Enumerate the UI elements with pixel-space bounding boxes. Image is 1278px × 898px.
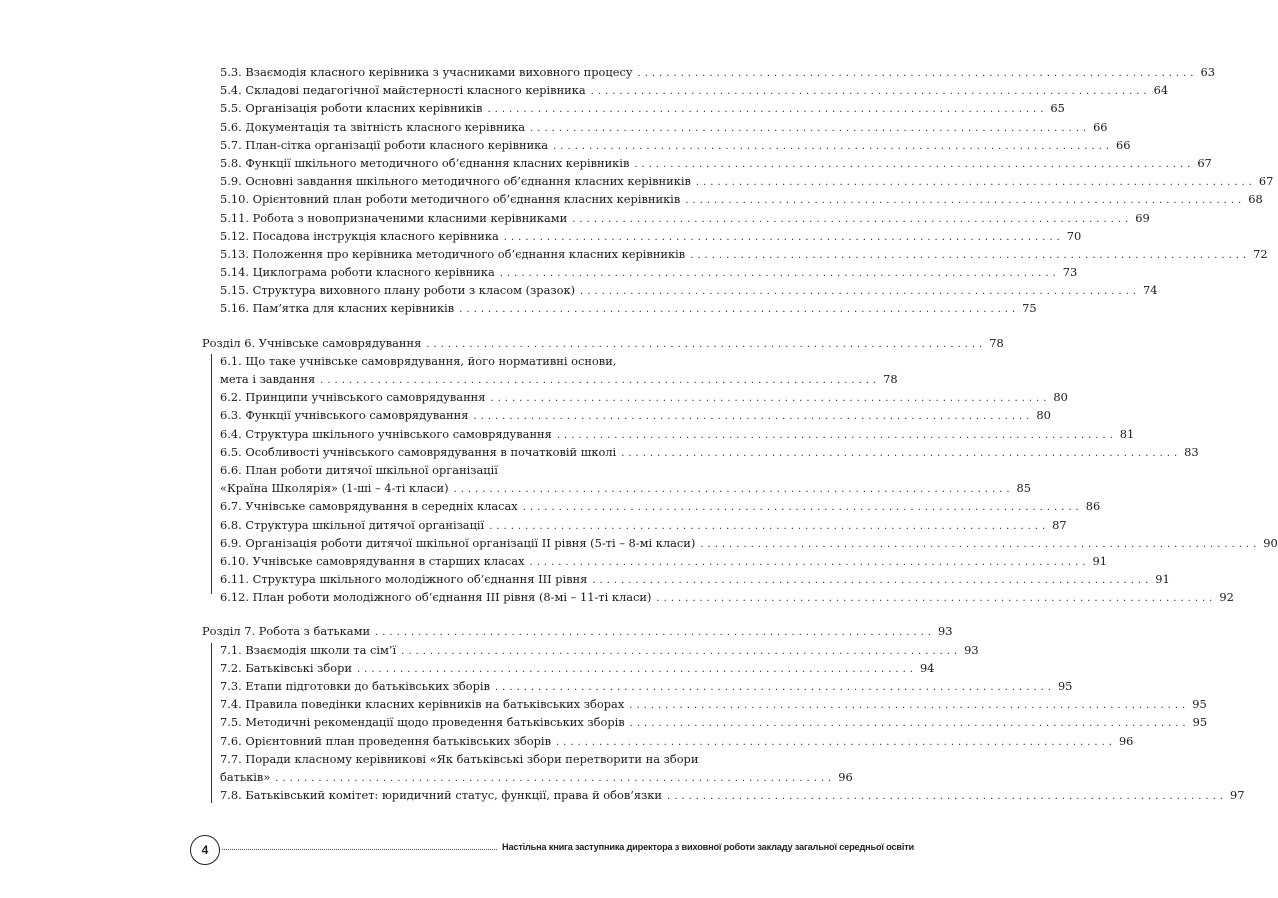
leader-dots: .............................................................................. (637, 68, 1198, 79)
toc-entry[interactable] (0, 588, 1234, 606)
leader-dots: .............................................................................. (553, 140, 1114, 152)
toc-entry[interactable] (0, 677, 1073, 695)
toc-entry-page: 83 (1184, 444, 1199, 459)
toc-entry-page: 92 (1219, 590, 1234, 605)
toc-entry-label: 7.5. Методичні рекомендації щодо проведення батьківських зборів (220, 715, 625, 730)
toc-entry[interactable] (0, 552, 1107, 570)
toc-entry[interactable] (0, 245, 1268, 263)
leader-dots: .............................................................................. (529, 556, 1090, 568)
toc-entry[interactable] (0, 443, 1199, 461)
leader-dots: .............................................................................. (494, 682, 1055, 694)
toc-entry[interactable] (0, 209, 1150, 227)
toc-entry[interactable] (0, 534, 1278, 552)
toc-entry-label: 6.5. Особливості учнівського самоврядування в початковій школі (220, 444, 617, 459)
leader-dots: .............................................................................. (555, 736, 1116, 748)
toc-entry-label: 5.7. План-сітка організації роботи класного керівника (220, 137, 549, 152)
table-of-contents (0, 63, 1278, 804)
leader-dots: .............................................................................. (690, 249, 1251, 261)
toc-entry[interactable] (0, 461, 1032, 497)
page-footer (190, 835, 915, 867)
leader-dots: .............................................................................. (487, 104, 1048, 116)
leader-dots: .............................................................................. (592, 575, 1153, 587)
leader-dots: .............................................................................. (489, 520, 1050, 532)
footer-dotted-rule (222, 849, 497, 850)
toc-entry-page: 94 (919, 660, 935, 675)
toc-entry-page: 81 (1119, 426, 1135, 441)
toc-entry-page: 97 (1229, 788, 1245, 803)
toc-entry-label: 6.10. Учнівське самоврядування в старших класах (220, 553, 525, 568)
toc-entry-page: 93 (964, 642, 979, 657)
toc-entry-label: 7.4. Правила поведінки класних керівників на батьківських зборах (220, 697, 625, 712)
toc-entry-label: 5.6. Документація та звітність класного керівника (220, 119, 526, 134)
toc-entry[interactable] (0, 713, 1208, 731)
toc-entry-label: 5.13. Положення про керівника методичного об’єднання класних керівників (220, 246, 686, 261)
toc-entry-label: 7.2. Батьківські збори (220, 660, 352, 675)
toc-entry-label: 5.5. Організація роботи класних керівників (220, 101, 483, 116)
toc-entry[interactable] (0, 281, 1158, 299)
leader-dots: .............................................................................. (634, 158, 1195, 170)
toc-entry-label-line1: 6.1. Що таке учнівське самоврядування, його нормативні основи, (220, 353, 617, 368)
toc-entry-page: 91 (1155, 572, 1170, 587)
footer-book-title: Настільна книга заступника директора з виховної роботи закладу загальної середньої освіти (502, 842, 915, 853)
toc-entry-label: 6.12. План роботи молодіжного об’єднання ІІІ рівня (8-мі – 11-ті класи) (220, 590, 652, 605)
toc-entry-label: «Країна Школярія» (1-ші – 4-ті класи) (220, 481, 449, 496)
leader-dots: .............................................................................. (621, 447, 1182, 459)
toc-entry-page: 96 (1118, 733, 1134, 748)
toc-entry[interactable] (0, 695, 1207, 713)
toc-entry-label: 6.2. Принципи учнівського самоврядування (220, 390, 486, 405)
leader-dots: .............................................................................. (667, 791, 1227, 803)
leader-dots: .............................................................................. (426, 338, 987, 350)
toc-entry[interactable] (0, 516, 1067, 534)
toc-entry-label: 6.3. Функції учнівського самоврядування (220, 408, 469, 423)
toc-entry[interactable] (0, 154, 1212, 172)
toc-entry-label: 6.9. Організація роботи дитячої шкільної організації ІІ рівня (5-ті – 8-мі класи) (220, 535, 696, 550)
toc-section-label: Розділ 6. Учнівське самоврядування (202, 335, 422, 350)
toc-entry[interactable] (0, 136, 1131, 154)
toc-entry[interactable] (0, 570, 1170, 588)
leader-dots: .............................................................................. (499, 268, 1060, 280)
leader-dots: .............................................................................. (503, 231, 1064, 243)
toc-section-7[interactable] (0, 622, 953, 640)
toc-section-page: 93 (938, 624, 953, 639)
leader-dots: .............................................................................. (275, 772, 836, 784)
chapter-5-list (0, 63, 1274, 318)
toc-entry-page: 72 (1253, 246, 1268, 261)
toc-entry-label: мета і завдання (220, 372, 316, 386)
leader-dots: .............................................................................. (459, 304, 1020, 316)
toc-section-6[interactable] (0, 334, 1004, 352)
toc-entry-label: 6.8. Структура шкільної дитячої організації (220, 517, 485, 532)
leader-dots: .............................................................................. (590, 86, 1151, 98)
chapter-6-list (0, 352, 1278, 607)
section-7-bracket-line (211, 643, 212, 803)
toc-entry[interactable] (0, 406, 1051, 424)
toc-section-label: Розділ 7. Робота з батьками (202, 624, 371, 639)
toc-entry-label: 7.8. Батьківський комітет: юридичний статус, функції, права й обов’язки (220, 788, 663, 803)
toc-entry-label: 5.12. Посадова інструкція класного керівника (220, 228, 499, 243)
toc-entry-label: 7.1. Взаємодія школи та сім’ї (220, 642, 397, 657)
toc-entry[interactable] (0, 190, 1263, 208)
toc-entry[interactable] (0, 786, 1245, 804)
toc-entry-label: 7.3. Етапи підготовки до батьківських зборів (220, 679, 490, 694)
toc-entry-page: 70 (1066, 228, 1082, 243)
toc-entry-label: 6.7. Учнівське самоврядування в середніх класах (220, 499, 518, 514)
leader-dots: .............................................................................. (556, 429, 1117, 441)
toc-entry-page: 87 (1052, 517, 1067, 532)
toc-entry[interactable] (0, 172, 1274, 190)
toc-entry-page: 63 (1200, 65, 1215, 79)
leader-dots: .............................................................................. (453, 484, 1014, 496)
toc-entry-page: 96 (838, 769, 853, 784)
leader-dots: .............................................................................. (629, 718, 1190, 730)
toc-entry-label: 5.3. Взаємодія класного керівника з учасниками виховного процесу (220, 65, 633, 79)
toc-entry-page: 68 (1248, 192, 1263, 207)
toc-entry-page: 66 (1116, 137, 1131, 152)
toc-entry[interactable] (0, 299, 1037, 317)
toc-entry-page: 90 (1263, 535, 1278, 550)
toc-entry-label: 5.14. Циклограма роботи класного керівника (220, 265, 495, 280)
toc-entry-label: батьків» (220, 769, 271, 784)
toc-entry-page: 95 (1192, 715, 1208, 730)
toc-entry[interactable] (0, 388, 1068, 406)
toc-entry[interactable] (0, 732, 1134, 750)
leader-dots: .............................................................................. (580, 286, 1140, 298)
toc-entry-page: 64 (1153, 83, 1169, 98)
toc-entry-label: 5.16. Пам’ятка для класних керівників (220, 301, 455, 316)
toc-entry-page: 80 (1053, 390, 1068, 405)
toc-entry[interactable] (0, 497, 1101, 515)
leader-dots: .............................................................................. (572, 213, 1133, 225)
toc-entry-label: 5.11. Робота з новопризначеними класними керівниками (220, 210, 568, 225)
toc-entry[interactable] (0, 81, 1169, 99)
leader-dots: .............................................................................. (490, 393, 1051, 405)
toc-entry-label: 5.9. Основні завдання шкільного методичного об’єднання класних керівників (220, 174, 691, 189)
toc-entry[interactable] (0, 227, 1082, 245)
toc-entry[interactable] (0, 263, 1078, 281)
toc-entry[interactable] (0, 118, 1108, 136)
toc-entry[interactable] (0, 63, 1215, 81)
page-number-badge: 4 (190, 835, 220, 865)
leader-dots: .............................................................................. (695, 177, 1256, 189)
toc-entry-label-line1: 6.6. План роботи дитячої шкільної організації (220, 462, 498, 477)
leader-dots: .............................................................................. (320, 375, 881, 386)
toc-entry[interactable] (0, 641, 979, 659)
leader-dots: .............................................................................. (629, 700, 1190, 712)
leader-dots: .............................................................................. (530, 122, 1091, 134)
toc-entry-page: 80 (1036, 408, 1051, 423)
toc-entry-page: 86 (1085, 499, 1101, 514)
toc-entry-page: 67 (1258, 174, 1274, 189)
toc-entry-page: 85 (1016, 481, 1032, 496)
toc-entry[interactable] (0, 750, 898, 786)
leader-dots: .............................................................................. (656, 593, 1217, 605)
toc-entry-page: 73 (1062, 265, 1078, 280)
toc-entry-label: 5.10. Орієнтовний план роботи методичного об’єднання класних керівників (220, 192, 681, 207)
toc-entry-page: 65 (1050, 101, 1065, 116)
toc-entry-label: 5.4. Складові педагогічної майстерності класного керівника (220, 83, 586, 98)
toc-entry-page: 75 (1022, 301, 1037, 316)
toc-entry[interactable] (0, 99, 1065, 117)
leader-dots: .............................................................................. (700, 538, 1261, 550)
leader-dots: .............................................................................. (401, 645, 962, 657)
toc-entry-page: 91 (1092, 553, 1107, 568)
toc-section-page: 78 (989, 335, 1004, 350)
leader-dots: .............................................................................. (356, 663, 917, 675)
toc-entry-page: 74 (1142, 283, 1158, 298)
toc-entry-page: 66 (1093, 119, 1108, 134)
toc-entry-label: 6.4. Структура шкільного учнівського самоврядування (220, 426, 552, 441)
toc-entry[interactable] (0, 659, 935, 677)
leader-dots: .............................................................................. (522, 502, 1083, 514)
toc-entry[interactable] (0, 352, 898, 388)
toc-entry-page: 95 (1192, 697, 1207, 712)
toc-entry-label: 7.6. Орієнтовний план проведення батьківських зборів (220, 733, 551, 748)
toc-entry-label: 6.11. Структура шкільного молодіжного об’єднання ІІІ рівня (220, 572, 588, 587)
toc-entry-page: 69 (1135, 210, 1150, 225)
toc-entry-page: 67 (1197, 155, 1212, 170)
chapter-7-list (0, 641, 1245, 805)
leader-dots: .............................................................................. (473, 411, 1034, 423)
toc-entry-label: 5.15. Структура виховного плану роботи з класом (зразок) (220, 283, 576, 298)
toc-entry-page: 95 (1057, 679, 1073, 694)
section-6-bracket-line (211, 354, 212, 594)
toc-entry-label-line1: 7.7. Поради класному керівникові «Як батьківські збори перетворити на збори (220, 751, 699, 766)
toc-entry[interactable] (0, 425, 1135, 443)
toc-entry-label: 5.8. Функції шкільного методичного об’єднання класних керівників (220, 155, 630, 170)
leader-dots: .............................................................................. (375, 627, 935, 639)
leader-dots: .............................................................................. (685, 195, 1246, 207)
toc-entry-page: 78 (883, 372, 898, 386)
